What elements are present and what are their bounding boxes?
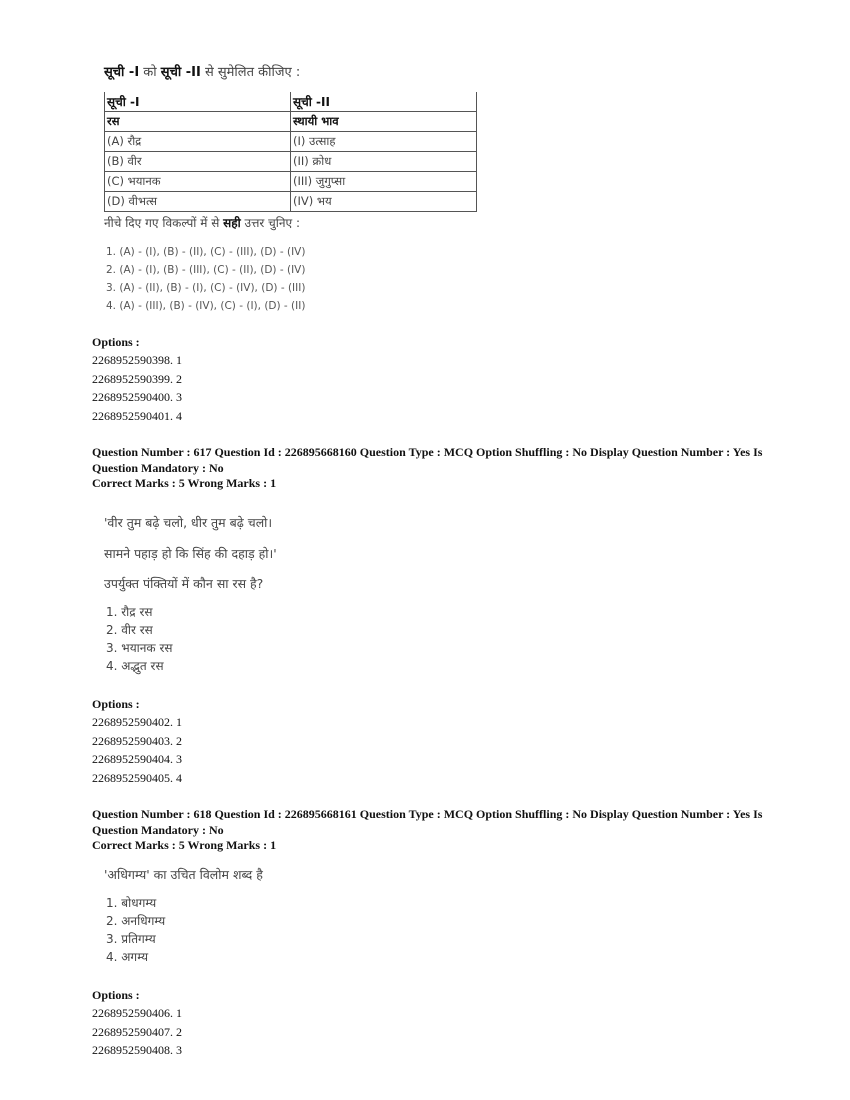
question-meta-line: Question Number : 617 Question Id : 226895668160 Question Type : MCQ Option Shuffling : No Display Question Number : Yes Is	[92, 445, 763, 459]
question-meta-line: Question Mandatory : No	[92, 460, 224, 475]
q616-options	[92, 351, 182, 425]
q617-options	[92, 713, 182, 787]
option-id: 2268952590405. 4	[92, 770, 182, 785]
table-cell: (C) भयानक	[105, 172, 291, 192]
list-item: 4. (A) - (III), (B) - (IV), (C) - (I), (D) - (II)	[106, 300, 306, 312]
option-id: 2268952590400. 3	[92, 390, 182, 404]
table-cell: (I) उत्साह	[291, 132, 477, 152]
list-item: 2. वीर रस	[106, 623, 153, 637]
match-table	[104, 92, 477, 212]
option-id: 2268952590406. 1	[92, 1006, 182, 1020]
table-cell: (A) रौद्र	[105, 132, 291, 152]
q616-options-title: Options :	[92, 335, 140, 349]
list-item: 3. प्रतिगम्य	[106, 932, 156, 946]
q616-choices	[106, 243, 305, 315]
table-subheader-cell: रस	[105, 112, 291, 132]
table-header-cell: सूची -II	[291, 92, 477, 112]
q617-options-title: Options :	[92, 697, 140, 711]
question-meta-line: Question Number : 618 Question Id : 226895668161 Question Type : MCQ Option Shuffling : No Display Question Number : Yes Is	[92, 807, 763, 821]
list-item: 2. (A) - (I), (B) - (III), (C) - (II), (D) - (IV)	[106, 264, 306, 276]
list1-label: सूची -I	[104, 65, 140, 80]
option-id: 2268952590404. 3	[92, 752, 182, 766]
table-cell: (D) वीभत्स	[105, 192, 291, 212]
question-meta-line: Question Mandatory : No	[92, 822, 224, 837]
option-id: 2268952590403. 2	[92, 733, 182, 748]
q617-question: उपर्युक्त पंक्तियों में कौन सा रस है?	[104, 576, 264, 591]
table-header-cell: सूची -I	[105, 92, 291, 112]
q618-options-title: Options :	[92, 988, 140, 1002]
q618-options	[92, 1004, 182, 1060]
q618-question: 'अधिगम्य' का उचित विलोम शब्द है	[104, 867, 263, 882]
table-row	[105, 192, 477, 212]
list-item: 1. बोधगम्य	[106, 896, 157, 910]
instruction-end: से सुमेलित कीजिए :	[200, 65, 301, 80]
list-item: 3. (A) - (II), (B) - (I), (C) - (IV), (D) - (III)	[106, 282, 306, 294]
table-subheader-row	[105, 112, 477, 132]
option-id: 2268952590398. 1	[92, 353, 182, 367]
option-id: 2268952590399. 2	[92, 371, 182, 386]
q617-meta	[92, 445, 772, 492]
list-item: 2. अनधिगम्य	[106, 914, 166, 928]
table-cell: (III) जुगुप्सा	[291, 172, 477, 192]
list-item: 3. भयानक रस	[106, 641, 173, 655]
table-row	[105, 132, 477, 152]
table-cell: (II) क्रोध	[291, 152, 477, 172]
q617-line2: सामने पहाड़ हो कि सिंह की दहाड़ हो।'	[104, 546, 277, 561]
table-cell: (B) वीर	[105, 152, 291, 172]
table-row	[105, 172, 477, 192]
list-item: 4. अगम्य	[106, 950, 149, 964]
q617-line1: 'वीर तुम बढ़े चलो, धीर तुम बढ़े चलो।	[104, 515, 273, 530]
table-row	[105, 152, 477, 172]
pick-bold: सही	[223, 216, 241, 230]
list-item: 1. (A) - (I), (B) - (II), (C) - (III), (D) - (IV)	[106, 246, 306, 258]
q618-choices	[106, 894, 165, 966]
table-cell: (IV) भय	[291, 192, 477, 212]
option-id: 2268952590408. 3	[92, 1043, 182, 1057]
q618-meta	[92, 807, 772, 854]
option-id: 2268952590402. 1	[92, 715, 182, 729]
table-header-row	[105, 92, 477, 112]
instruction-mid: को	[139, 65, 161, 80]
option-id: 2268952590401. 4	[92, 408, 182, 423]
q616-instruction	[104, 62, 300, 80]
pick-pre: नीचे दिए गए विकल्पों में से	[104, 216, 224, 230]
option-id: 2268952590407. 2	[92, 1024, 182, 1039]
pick-post: उत्तर चुनिए :	[240, 216, 301, 230]
list-item: 4. अद्भुत रस	[106, 659, 164, 673]
question-marks: Correct Marks : 5 Wrong Marks : 1	[92, 476, 277, 490]
question-marks: Correct Marks : 5 Wrong Marks : 1	[92, 838, 277, 852]
q617-choices	[106, 603, 172, 675]
list-item: 1. रौद्र रस	[106, 605, 153, 619]
list2-label: सूची -II	[160, 65, 201, 80]
table-subheader-cell: स्थायी भाव	[291, 112, 477, 132]
q616-pick-instruction	[104, 214, 300, 231]
